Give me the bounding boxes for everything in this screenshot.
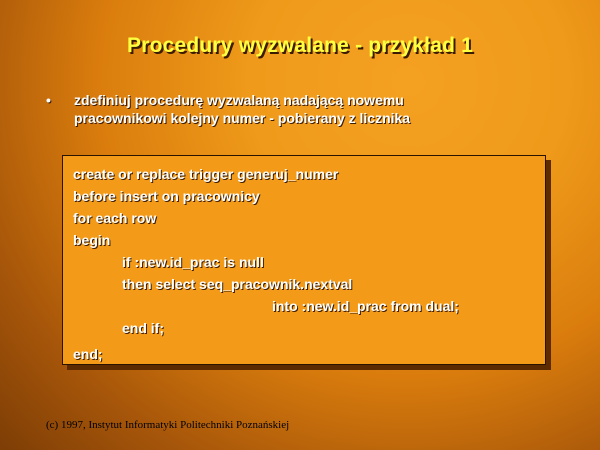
code-line-9: end; [73,346,103,362]
bullet-line-2: pracownikowi kolejny numer - pobierany z licznika [74,110,411,126]
code-line-3: for each row [73,210,157,226]
slide-title: Procedury wyzwalane - przykład 1 [126,34,474,57]
code-line-1: create or replace trigger generuj_numer [73,166,339,182]
code-line-4: begin [73,232,111,248]
bullet-line-1: zdefiniuj procedurę wyzwalaną nadającą nowemu [74,92,404,108]
code-line-8: end if; [122,320,164,336]
code-line-6: then select seq_pracownik.nextval [122,276,353,292]
code-line-5: if :new.id_prac is null [122,254,264,270]
code-line-2: before insert on pracownicy [73,188,260,204]
footer-copyright: (c) 1997, Instytut Informatyki Politechniki Poznańskiej [46,419,290,431]
code-line-7: into :new.id_prac from dual; [272,298,459,314]
bullet-text [74,91,554,127]
bullet-marker: • [46,92,51,108]
